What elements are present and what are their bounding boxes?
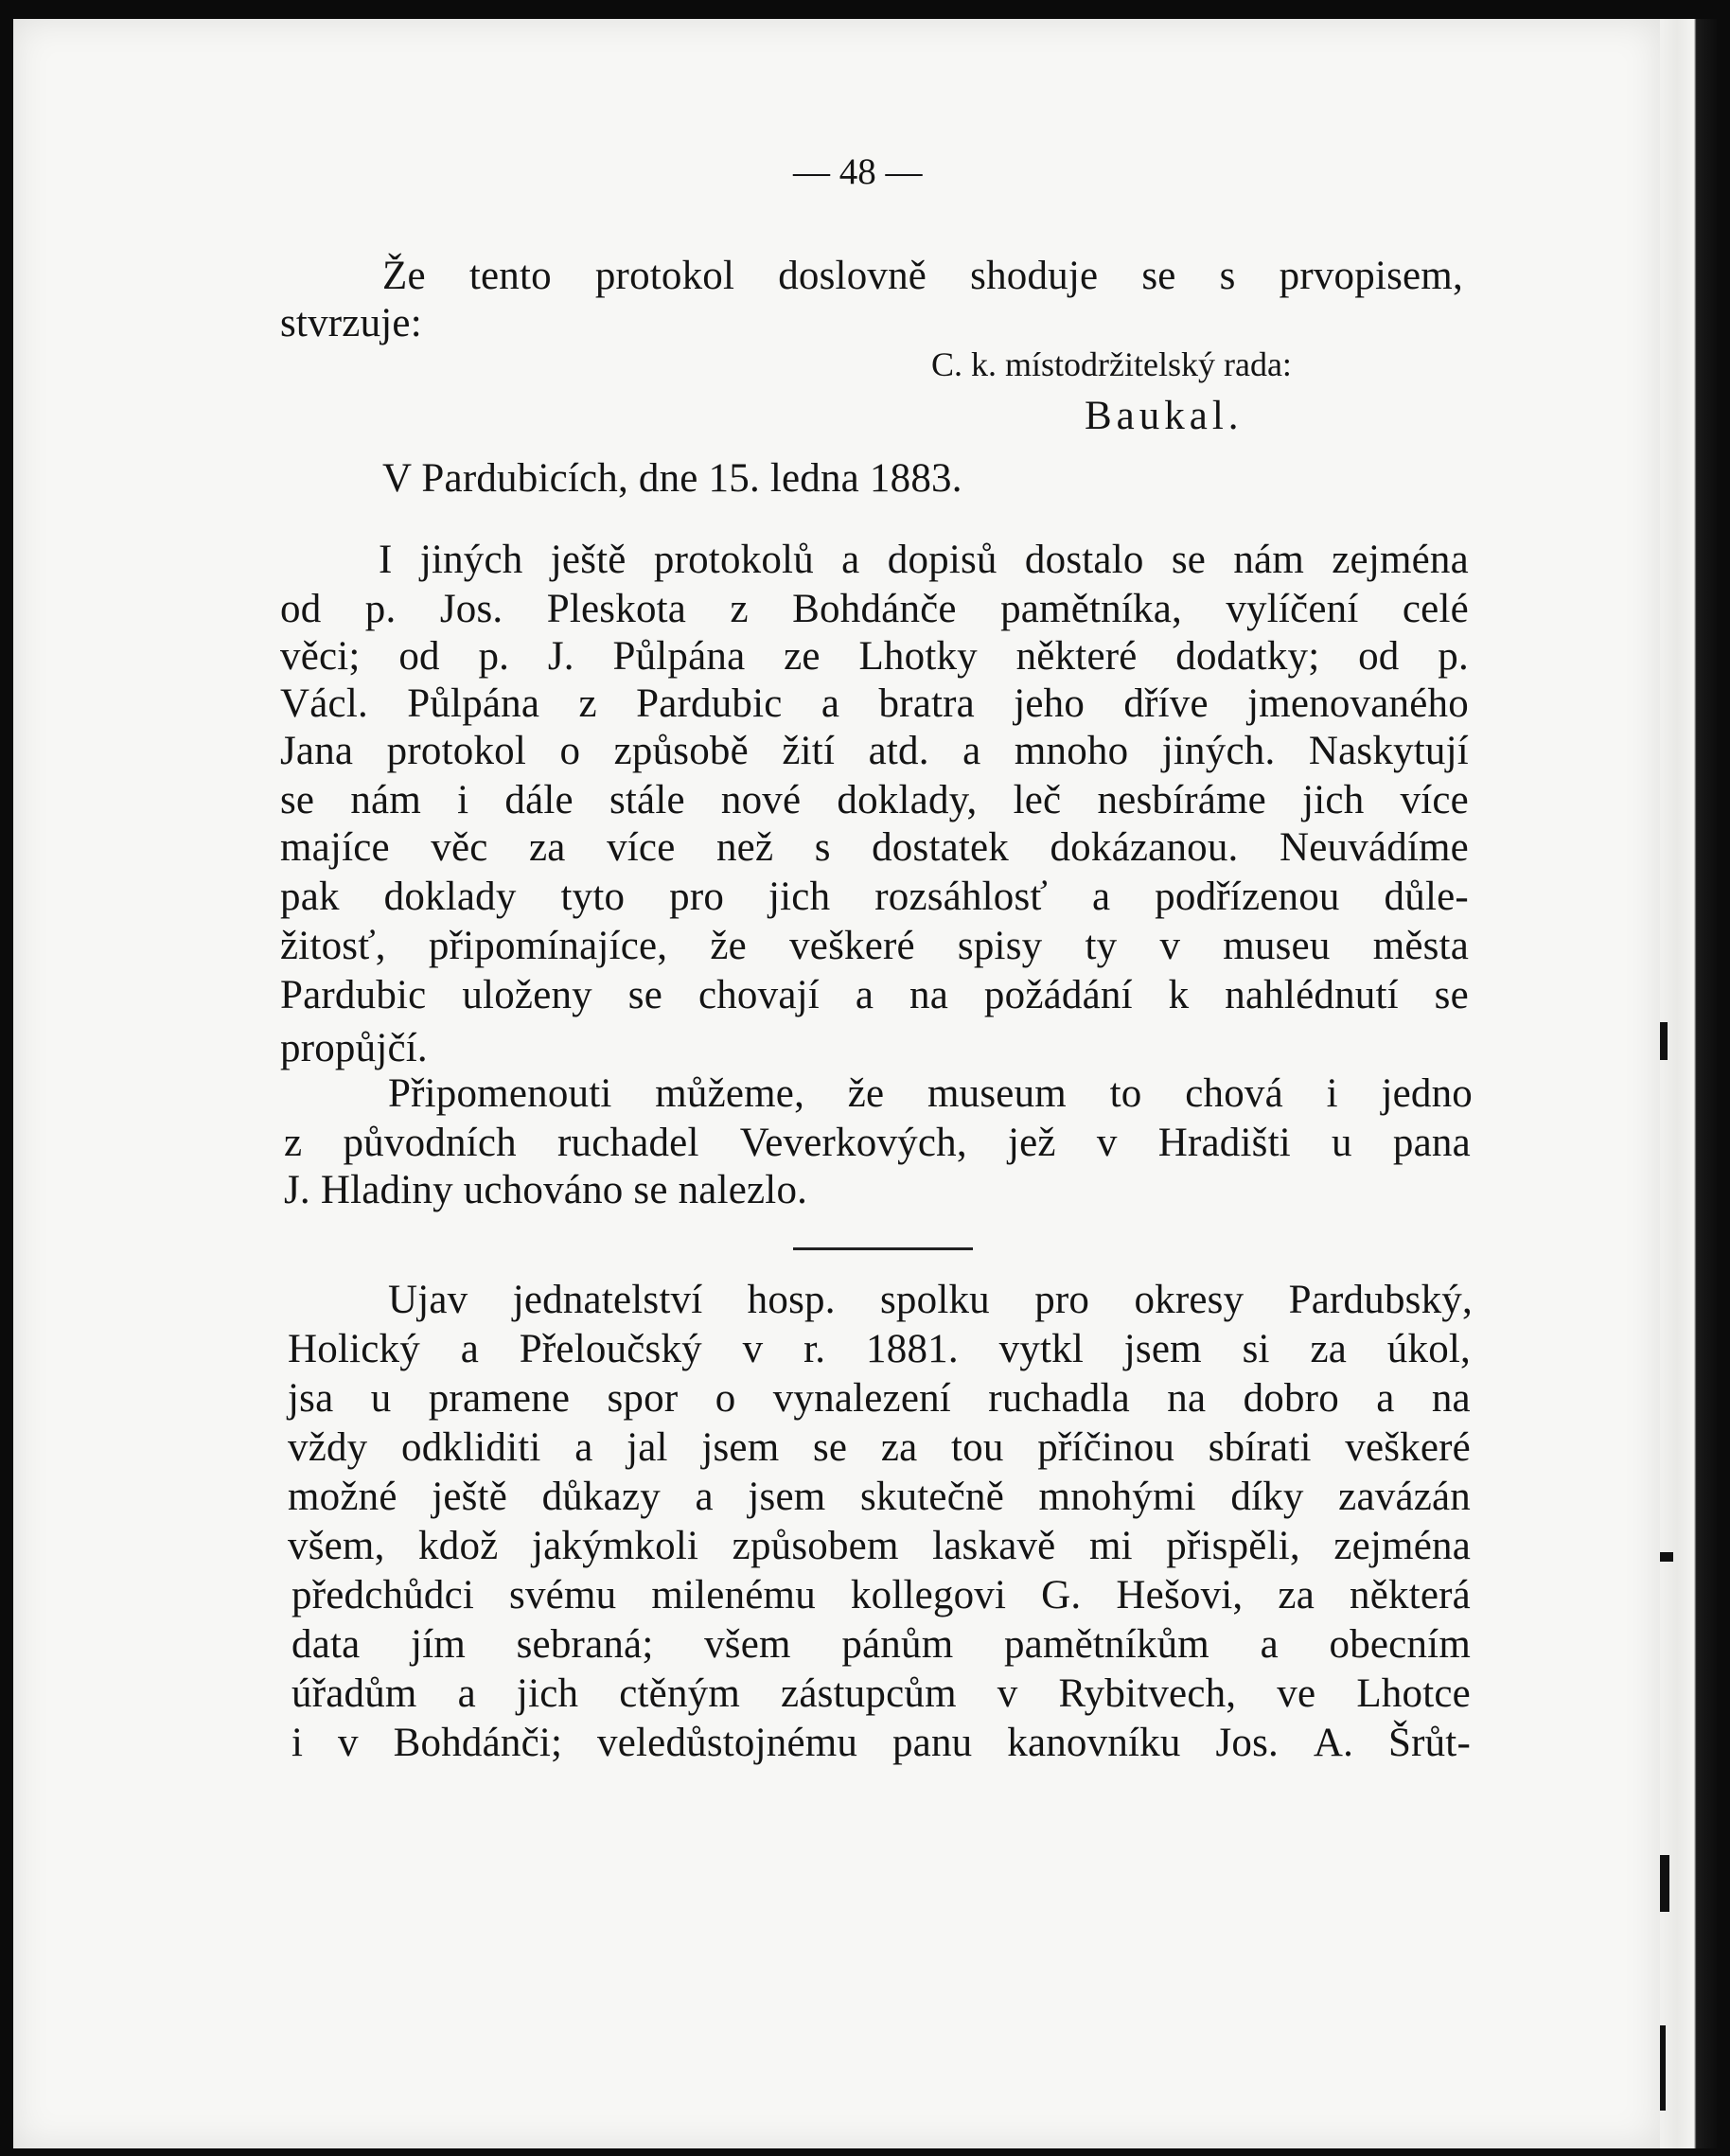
word: za <box>1310 1327 1348 1371</box>
word: uloženy <box>462 973 592 1017</box>
word: jedno <box>1381 1071 1473 1116</box>
word: způsobě <box>613 729 749 773</box>
word: spolku <box>879 1278 990 1322</box>
word: za <box>1278 1573 1315 1617</box>
word: a <box>1091 875 1111 919</box>
word: a <box>460 1327 480 1371</box>
word: než <box>715 825 774 870</box>
word: sebraná; <box>516 1622 654 1667</box>
word: některá <box>1350 1573 1471 1617</box>
edge-mark <box>1660 1855 1669 1912</box>
text-line <box>291 1620 1471 1670</box>
word: chová <box>1185 1071 1283 1116</box>
word: ze <box>784 634 821 679</box>
word: a <box>841 538 860 582</box>
word: ty <box>1085 924 1118 968</box>
word: p. <box>1438 634 1469 679</box>
word: spor <box>607 1376 679 1421</box>
text-line <box>288 1522 1471 1571</box>
word: ctěným <box>619 1671 740 1716</box>
word: pro <box>1034 1278 1090 1322</box>
word: Pardubic <box>636 681 783 726</box>
word: Pardubský, <box>1288 1278 1473 1322</box>
edge-mark <box>1660 2025 1666 2111</box>
text-line <box>280 873 1469 922</box>
word: u <box>1332 1121 1352 1165</box>
text-line <box>379 536 1469 585</box>
word: Rybitvech, <box>1058 1671 1237 1716</box>
text-line <box>280 776 1469 825</box>
word: že <box>710 924 747 968</box>
word: nové <box>720 778 802 822</box>
word: všem <box>704 1622 791 1667</box>
word: a <box>1376 1376 1395 1421</box>
word: a <box>821 681 840 726</box>
word: Jos. <box>1215 1721 1279 1765</box>
word: svému <box>509 1573 617 1617</box>
word: více <box>607 825 676 870</box>
word: od <box>280 587 322 631</box>
word: Přeloučský <box>519 1327 702 1371</box>
word: z <box>730 587 749 631</box>
word: museum <box>927 1071 1067 1116</box>
word: Bohdánče <box>792 587 957 631</box>
word: data <box>291 1622 361 1667</box>
word: důkazy <box>541 1475 661 1519</box>
word: k <box>1168 973 1190 1017</box>
word: dostatek <box>872 825 1010 870</box>
word: prvopisem, <box>1279 254 1463 298</box>
word: na <box>1167 1376 1207 1421</box>
word: jal <box>627 1425 668 1470</box>
text-line <box>280 585 1469 634</box>
word: Připomenouti <box>388 1071 612 1116</box>
word: ve <box>1277 1671 1316 1716</box>
word: od <box>1358 634 1400 679</box>
word: J. <box>547 634 574 679</box>
word: mnohými <box>1038 1475 1196 1519</box>
word: doklady, <box>837 778 978 822</box>
word: 1881. <box>866 1327 959 1371</box>
signer-name: Baukal. <box>1085 394 1244 438</box>
word: jich <box>1302 778 1365 822</box>
word: Václ. <box>280 681 368 726</box>
word: úřadům <box>291 1671 417 1716</box>
word: Holický <box>288 1327 420 1371</box>
word: dále <box>504 778 574 822</box>
word: tou <box>951 1425 1004 1470</box>
word: kanovníku <box>1007 1721 1181 1765</box>
word: leč <box>1013 778 1062 822</box>
word: způsobem <box>732 1524 899 1568</box>
word: jsa <box>288 1376 334 1421</box>
word: v <box>742 1327 764 1371</box>
word: pánům <box>841 1622 954 1667</box>
word: veškeré <box>789 924 915 968</box>
word: ještě <box>432 1475 507 1519</box>
word: věci; <box>280 634 361 679</box>
word: veškeré <box>1345 1425 1471 1470</box>
word: se <box>1434 973 1469 1017</box>
word: úkol, <box>1386 1327 1471 1371</box>
word: i <box>1326 1071 1338 1116</box>
word: dokázanou. <box>1050 825 1239 870</box>
word: se <box>812 1425 848 1470</box>
word: za <box>529 825 566 870</box>
page-number: — 48 — <box>793 151 923 192</box>
word: důle- <box>1384 875 1469 919</box>
word: atd. <box>868 729 929 773</box>
word: Lhotky <box>858 634 978 679</box>
text-line <box>388 1276 1473 1325</box>
word: zejména <box>1333 1524 1471 1568</box>
word: možné <box>288 1475 397 1519</box>
word: Jana <box>280 729 354 773</box>
word: jež <box>1007 1121 1056 1165</box>
word: i <box>291 1721 304 1765</box>
word: shoduje <box>970 254 1099 298</box>
word: celé <box>1402 587 1469 631</box>
word: ještě <box>550 538 627 582</box>
word: Hešovi, <box>1116 1573 1244 1617</box>
word: a <box>1260 1622 1279 1667</box>
word: doklady <box>383 875 517 919</box>
word: si <box>1242 1327 1270 1371</box>
word: od <box>398 634 440 679</box>
word: jiných <box>419 538 523 582</box>
word: se <box>1171 538 1207 582</box>
word: mnoho <box>1014 729 1129 773</box>
word: pro <box>669 875 725 919</box>
word: nám <box>1233 538 1304 582</box>
word: vynalezení <box>772 1376 951 1421</box>
text-line <box>291 1571 1471 1620</box>
word: jsem <box>701 1425 780 1470</box>
certification-line <box>382 252 1463 301</box>
word: protokolů <box>653 538 814 582</box>
word: že <box>847 1071 885 1116</box>
word: o <box>715 1376 736 1421</box>
word: jsem <box>1123 1327 1202 1371</box>
word: to <box>1109 1071 1142 1116</box>
word: skutečně <box>859 1475 1004 1519</box>
word: Naskytují <box>1308 729 1469 773</box>
word: příčinou <box>1037 1425 1175 1470</box>
word: nesbíráme <box>1097 778 1266 822</box>
text-line <box>388 1069 1473 1119</box>
word: v <box>338 1721 359 1765</box>
word: jmenovaného <box>1247 681 1469 726</box>
text-line <box>288 1473 1471 1522</box>
word: z <box>284 1121 303 1165</box>
text-line <box>280 680 1469 729</box>
text-line <box>280 922 1469 971</box>
word: veledůstojnému <box>597 1721 858 1765</box>
section-divider <box>793 1247 973 1250</box>
word: jich <box>768 875 831 919</box>
word: jiných. <box>1161 729 1276 773</box>
text-line <box>288 1374 1471 1423</box>
edge-mark <box>1660 1022 1668 1060</box>
word: mi <box>1088 1524 1133 1568</box>
word: dodatky; <box>1175 634 1320 679</box>
word: zástupcům <box>781 1671 957 1716</box>
word: pamětníkům <box>1003 1622 1209 1667</box>
word: a <box>457 1671 476 1716</box>
text-line <box>288 1423 1471 1473</box>
word: Pleskota <box>546 587 687 631</box>
word: u <box>370 1376 392 1421</box>
word: můžeme, <box>655 1071 805 1116</box>
text-line <box>291 1719 1471 1768</box>
word: vylíčení <box>1226 587 1359 631</box>
word: některé <box>1015 634 1138 679</box>
word: tento <box>468 254 552 298</box>
word: města <box>1372 924 1469 968</box>
word: obecním <box>1329 1622 1471 1667</box>
text-line <box>284 1119 1471 1168</box>
word: jich <box>516 1671 579 1716</box>
word: věc <box>431 825 488 870</box>
word: laskavě <box>932 1524 1056 1568</box>
word: Pardubic <box>280 973 427 1017</box>
word: i <box>457 778 469 822</box>
word: kollegovi <box>850 1573 1007 1617</box>
word: Jos. <box>439 587 503 631</box>
word: Neuvádíme <box>1279 825 1469 870</box>
word: majíce <box>280 825 390 870</box>
place-date: V Pardubicích, dne 15. ledna 1883. <box>382 456 962 501</box>
word: vždy <box>288 1425 368 1470</box>
word: okresy <box>1134 1278 1245 1322</box>
word: pamětníka, <box>1000 587 1182 631</box>
word: p. <box>364 587 397 631</box>
word: žití <box>782 729 836 773</box>
edge-mark <box>1660 1552 1673 1562</box>
word: dříve <box>1123 681 1209 726</box>
word: více <box>1400 778 1469 822</box>
word: I <box>379 538 393 582</box>
word: se <box>280 778 315 822</box>
text-line <box>291 1670 1471 1719</box>
word: na <box>909 973 949 1017</box>
word: bratra <box>878 681 975 726</box>
word: tyto <box>560 875 626 919</box>
word: vytkl <box>998 1327 1084 1371</box>
word: kdož <box>418 1524 499 1568</box>
word: zejména <box>1332 538 1469 582</box>
text-line <box>280 823 1469 873</box>
word: jeho <box>1014 681 1086 726</box>
paragraph-last-line: J. Hladiny uchováno se nalezlo. <box>284 1168 808 1212</box>
word: stále <box>609 778 685 822</box>
word: zavázán <box>1338 1475 1471 1519</box>
word: jednatelství <box>512 1278 703 1322</box>
word: doslovně <box>778 254 927 298</box>
word: nám <box>350 778 421 822</box>
word: protokol <box>386 729 526 773</box>
word: dostalo <box>1024 538 1144 582</box>
text-line <box>288 1325 1471 1374</box>
word: jsem <box>748 1475 826 1519</box>
word: připomínajíce, <box>428 924 668 968</box>
word: p. <box>478 634 510 679</box>
word: Půlpána <box>407 681 540 726</box>
word: museu <box>1223 924 1331 968</box>
word: díky <box>1230 1475 1304 1519</box>
word: Šrůt- <box>1387 1721 1471 1765</box>
word: jím <box>411 1622 466 1667</box>
word: r. <box>803 1327 826 1371</box>
word: rozsáhlosť <box>874 875 1048 919</box>
word: pak <box>280 875 340 919</box>
word: nahlédnutí <box>1225 973 1399 1017</box>
word: jakýmkoli <box>531 1524 699 1568</box>
word: se <box>1141 254 1176 298</box>
word: Veverkových, <box>739 1121 967 1165</box>
word: ruchadel <box>556 1121 699 1165</box>
word: sbírati <box>1208 1425 1312 1470</box>
word: z <box>578 681 597 726</box>
word: milenému <box>651 1573 816 1617</box>
word: a <box>574 1425 593 1470</box>
word: Že <box>382 254 426 298</box>
word: podřízenou <box>1155 875 1340 919</box>
word: Ujav <box>388 1278 468 1322</box>
word: se <box>627 973 663 1017</box>
word: Hradišti <box>1157 1121 1291 1165</box>
word: G. <box>1041 1573 1082 1617</box>
word: a <box>695 1475 714 1519</box>
text-line <box>280 971 1469 1020</box>
word: všem, <box>288 1524 385 1568</box>
word: pramene <box>428 1376 571 1421</box>
word: žitosť, <box>280 924 386 968</box>
word: v <box>1096 1121 1118 1165</box>
word: na <box>1431 1376 1471 1421</box>
word: za <box>880 1425 918 1470</box>
word: o <box>559 729 581 773</box>
word: a <box>962 729 981 773</box>
word: dobro <box>1243 1376 1339 1421</box>
word: A. <box>1313 1721 1354 1765</box>
word: Lhotce <box>1356 1671 1471 1716</box>
word: Bohdánči; <box>393 1721 563 1765</box>
text-line <box>280 727 1469 776</box>
word: a <box>855 973 874 1017</box>
word: ruchadla <box>988 1376 1130 1421</box>
word: v <box>1159 924 1181 968</box>
word: přispěli, <box>1166 1524 1300 1568</box>
text-line <box>280 632 1469 681</box>
word: pana <box>1392 1121 1471 1165</box>
page-binding-edge <box>1660 19 1717 2148</box>
signer-title: C. k. místodržitelský rada: <box>931 345 1292 383</box>
word: v <box>997 1671 1018 1716</box>
word: hosp. <box>747 1278 836 1322</box>
certification-line: stvrzuje: <box>280 301 422 345</box>
word: Půlpána <box>612 634 746 679</box>
word: spisy <box>957 924 1043 968</box>
word: s <box>1219 254 1236 298</box>
word: chovají <box>697 973 820 1017</box>
word: požádání <box>983 973 1133 1017</box>
word: s <box>814 825 831 870</box>
word: dopisů <box>887 538 997 582</box>
word: protokol <box>594 254 735 298</box>
paragraph-last-line: propůjčí. <box>280 1026 428 1070</box>
word: odkliditi <box>401 1425 541 1470</box>
word: panu <box>891 1721 973 1765</box>
word: předchůdci <box>291 1573 475 1617</box>
word: původních <box>343 1121 517 1165</box>
